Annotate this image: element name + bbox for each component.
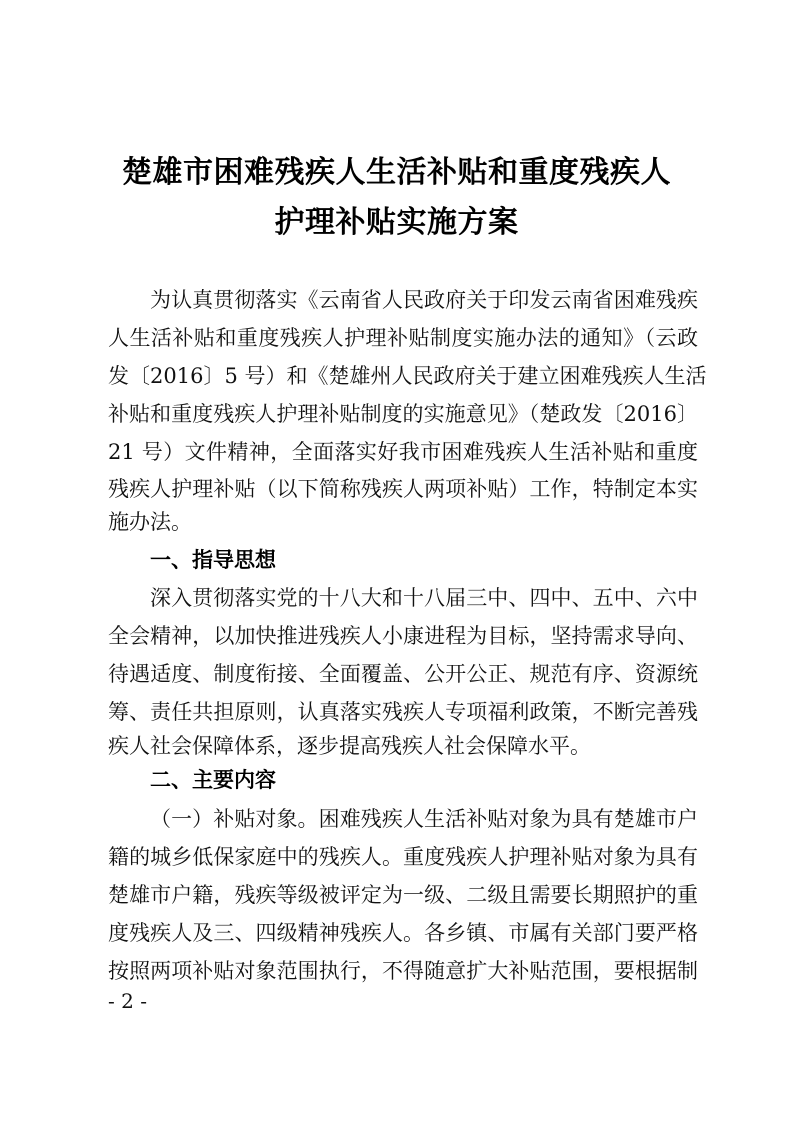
paragraph-line: 施办法。 bbox=[108, 510, 192, 534]
paragraph-line: 疾人社会保障体系，逐步提高残疾人社会保障水平。 bbox=[108, 734, 591, 758]
paragraph-line: 发〔2016〕5 号）和《楚雄州人民政府关于建立困难残疾人生活 bbox=[108, 364, 707, 388]
paragraph-line: 筹、责任共担原则，认真落实残疾人专项福利政策，不断完善残 bbox=[108, 700, 698, 724]
paragraph-line: 为认真贯彻落实《云南省人民政府关于印发云南省困难残疾 bbox=[150, 288, 698, 312]
paragraph-line: 残疾人护理补贴（以下简称残疾人两项补贴）工作，特制定本实 bbox=[108, 477, 698, 501]
paragraph-line: 籍的城乡低保家庭中的残疾人。重度残疾人护理补贴对象为具有 bbox=[108, 845, 698, 869]
paragraph-line: 按照两项补贴对象范围执行，不得随意扩大补贴范围，要根据制 bbox=[108, 959, 698, 983]
section-heading: 二、主要内容 bbox=[150, 768, 276, 792]
paragraph-line: 深入贯彻落实党的十八大和十八届三中、四中、五中、六中 bbox=[150, 586, 698, 610]
paragraph-line: 待遇适度、制度衔接、全面覆盖、公开公正、规范有序、资源统 bbox=[108, 662, 698, 686]
paragraph-line: 21 号）文件精神，全面落实好我市困难残疾人生活补贴和重度 bbox=[108, 440, 698, 464]
document-title-line-1: 楚雄市困难残疾人生活补贴和重度残疾人 bbox=[122, 155, 671, 190]
paragraph-line: 度残疾人及三、四级精神残疾人。各乡镇、市属有关部门要严格 bbox=[108, 921, 698, 945]
paragraph-line: 人生活补贴和重度残疾人护理补贴制度实施办法的通知》（云政 bbox=[108, 326, 698, 350]
paragraph-line: 全会精神，以加快推进残疾人小康进程为目标，坚持需求导向、 bbox=[108, 624, 698, 648]
page-number: - 2 - bbox=[108, 989, 147, 1013]
paragraph-line: （一）补贴对象。困难残疾人生活补贴对象为具有楚雄市户 bbox=[150, 807, 698, 831]
document-title-line-2: 护理补贴实施方案 bbox=[274, 205, 519, 240]
paragraph-line: 楚雄市户籍，残疾等级被评定为一级、二级且需要长期照护的重 bbox=[108, 883, 698, 907]
paragraph-line: 补贴和重度残疾人护理补贴制度的实施意见》（楚政发〔2016〕 bbox=[108, 402, 698, 426]
section-heading: 一、指导思想 bbox=[150, 548, 276, 572]
